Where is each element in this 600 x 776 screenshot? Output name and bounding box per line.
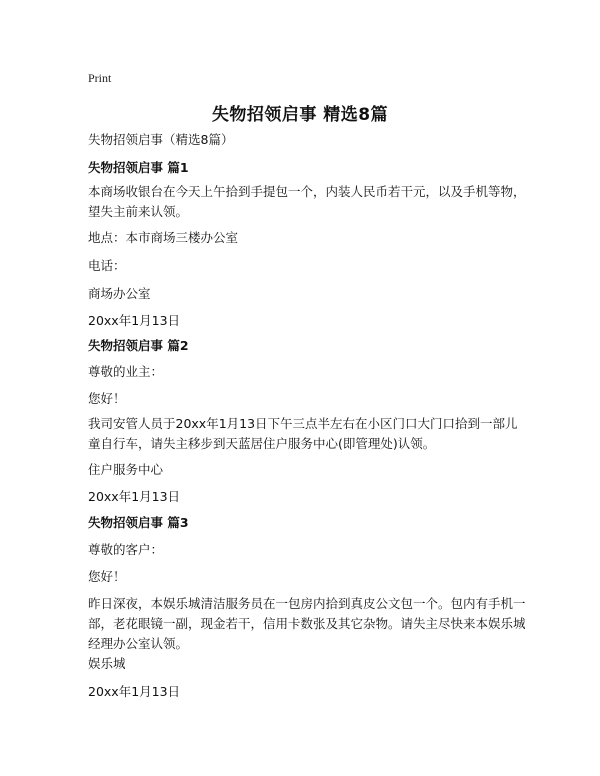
section-2-salutation: 尊敬的业主：: [88, 364, 164, 379]
section-3-date: 20xx年1月13日: [88, 684, 181, 699]
section-1-address: 地点：本市商场三楼办公室: [88, 230, 239, 245]
print-label[interactable]: Print: [88, 71, 112, 85]
section-3-body: 昨日深夜，本娱乐城清洁服务员在一包房内拾到真皮公文包一个。包内有手机一部，老花眼镜一副，现金若干，信用卡数张及其它杂物。请失主尽快来本娱乐城经理办公室认领。: [88, 596, 526, 651]
section-1-heading: 失物招领启事 篇1: [88, 160, 189, 175]
page-title: 失物招领启事 精选8篇: [211, 105, 389, 125]
section-2-heading: 失物招领启事 篇2: [88, 338, 189, 353]
section-2-signature: 住户服务中心: [88, 462, 164, 477]
section-3-heading: 失物招领启事 篇3: [88, 515, 189, 530]
section-1-phone: 电话：: [88, 258, 126, 273]
section-1-date: 20xx年1月13日: [88, 313, 181, 328]
intro-line: 失物招领启事（精选8篇）: [88, 132, 234, 147]
section-1-body: 本商场收银台在今天上午拾到手提包一个，内装人民币若干元，以及手机等物，望失主前来认领。: [88, 184, 526, 219]
section-3-salutation: 尊敬的客户：: [88, 542, 164, 557]
section-2-greeting: 您好！: [88, 391, 126, 406]
section-1-signature: 商场办公室: [88, 286, 151, 301]
section-3-greeting: 您好！: [88, 569, 126, 584]
section-2-body: 我司安管人员于20xx年1月13日下午三点半左右在小区门口大门口拾到一部儿童自行车，请失主移步到天蓝居住户服务中心(即管理处)认领。: [88, 416, 518, 451]
section-2-date: 20xx年1月13日: [88, 489, 181, 504]
section-3-signature: 娱乐城: [88, 656, 126, 671]
